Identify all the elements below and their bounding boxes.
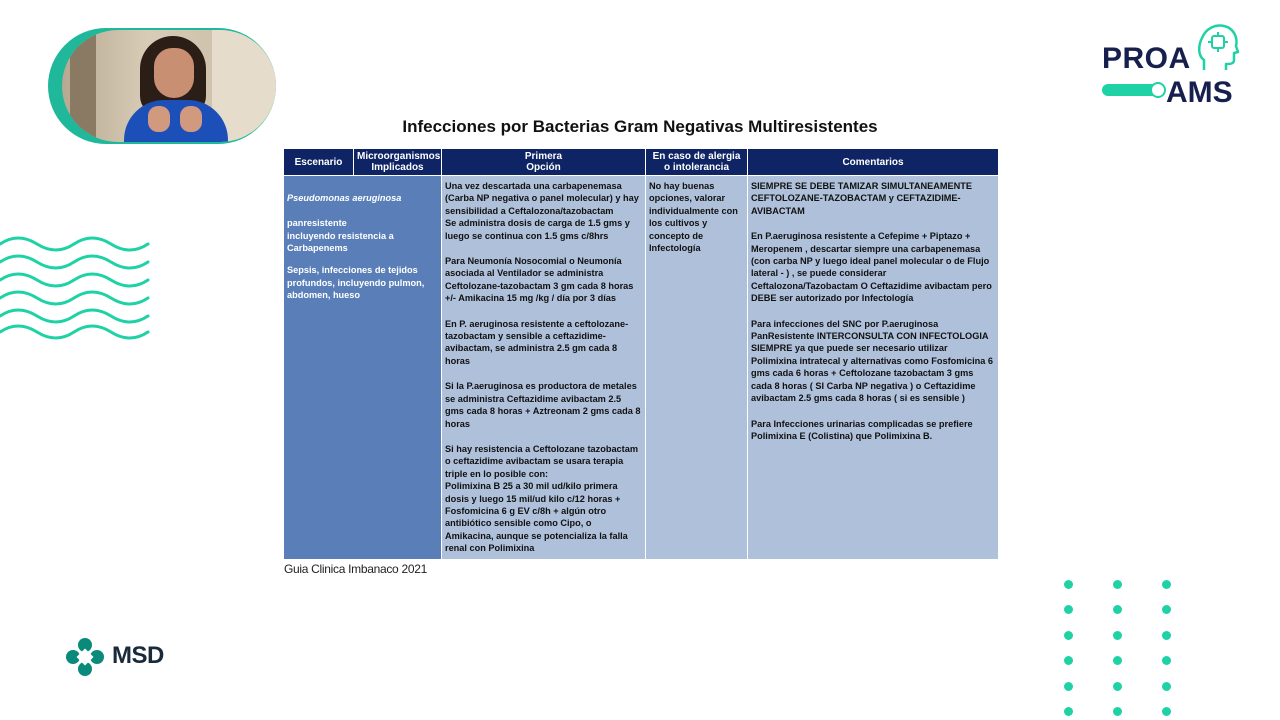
proa-wordmark: PROA [1102,42,1191,75]
primera-p3: En P. aeruginosa resistente a ceftolozane-tazobactam y sensible a ceftazidime-avibactam, se administra 2.5 gm cada 8 horas [445,318,629,366]
arrow-dot-icon [1150,82,1166,98]
header-microorganismos: Microorganismos Implicados [354,149,442,176]
header-alergia: En caso de alergia o intolerancia [646,149,748,176]
header-escenario: Escenario [284,149,354,176]
comentarios-p4: Para Infecciones urinarias complicadas se prefiere Polimixina E (Colistina) que Polimixina B. [751,418,973,441]
slide-title: Infecciones por Bacterias Gram Negativas Multiresistentes [402,117,878,136]
header-comentarios: Comentarios [748,149,999,176]
source-citation: Guia Clinica Imbanaco 2021 [284,562,427,576]
cell-primera-opcion [442,176,646,560]
comentarios-p1: SIEMPRE SE DEBE TAMIZAR SIMULTANEAMENTE CEFTOLOZANE-TAZOBACTAM y CEFTAZIDIME-AVIBACTAM [751,181,973,216]
decorative-dot-grid-icon [1060,576,1180,720]
msd-logo [66,636,176,676]
treatment-table [283,148,999,560]
header-primera-opcion: Primera Opción [442,149,646,176]
primera-p1: Una vez descartada una carbapenemasa (Carba NP negativa o panel molecular) y hay sensibilidad a Ceftalozona/tazobactam Se administra dosis de carga de 1.5 gms y luego se continua con 1.5 gms c/8hrs [445,181,639,241]
decorative-waves-icon [0,232,150,342]
primera-p2: Para Neumonía Nosocomial o Neumonía asociada al Ventilador se administra Ceftolozane-tazobactam 3 gm cada 8 horas +/- Amikacina 15 mg /kg / día por 3 días [445,256,634,304]
ams-wordmark: AMS [1166,76,1233,109]
msd-mark-icon [66,638,104,676]
primera-p4: Si la P.aeruginosa es productora de metales se administra Ceftazidime avibactam 2.5 gms cada 8 horas + Aztreonam 2 gms cada 8 horas [445,381,641,429]
organism-name: Pseudomonas aeruginosa [287,193,402,204]
alergia-p1: No hay buenas opciones, valorar individualmente con los cultivos y concepto de Infectología [649,181,738,254]
table-row [284,176,999,560]
table-header-row [284,149,999,176]
comentarios-p3: Para infecciones del SNC por P.aeruginosa PanResistente INTERCONSULTA CON INFECTOLOGIA SIEMPRE ya que puede ser necesario utilizar Polimixina intratecal y alternativas como Fosfomicina 6 gms cada 6 horas + Ceftolozane tazobactam 3 gms cada 8 horas ( SI Carba NP negativa ) o Ceftazidime avibactam 2.5 gms cada 8 horas ( si es sensible ) [751,318,994,404]
cell-escenario [284,176,442,560]
msd-wordmark: MSD [112,642,164,669]
comentarios-p2: En P.aeruginosa resistente a Cefepime + Piptazo + Meropenem , descartar siempre una carbapenemasa (con carba NP y luego ideal panel molecular o de Flujo lateral - ) , se puede considerar Ceftalozona/Tazobactam O Ceftazidime avibactam pero DEBE ser autorizado por Infectología [751,231,992,304]
cell-alergia [646,176,748,560]
escenario-clinical: Sepsis, infecciones de tejidos profundos, incluyendo pulmon, abdomen, hueso [287,265,425,301]
brain-head-icon [1196,22,1240,74]
primera-p5: Si hay resistencia a Ceftolozane tazobactam o ceftazidime avibactam se usara terapia triple en lo posible con: Polimixina B 25 a 30 mil ud/kilo primera dosis y luego 15 mil/ud kilo c/12 horas + Fosfomicina 6 g EV c/8h + algún otro antibiótico sensible como Cipo, o Amikacina, aunque se potencializa la falla renal con Polimixina [445,443,639,554]
escenario-resistance: panresistente incluyendo resistencia a Carbapenems [287,218,394,254]
cell-comentarios [748,176,999,560]
speaker-video [48,28,276,144]
speaker-video-feed [62,30,276,142]
proa-ams-logo [1100,22,1250,112]
